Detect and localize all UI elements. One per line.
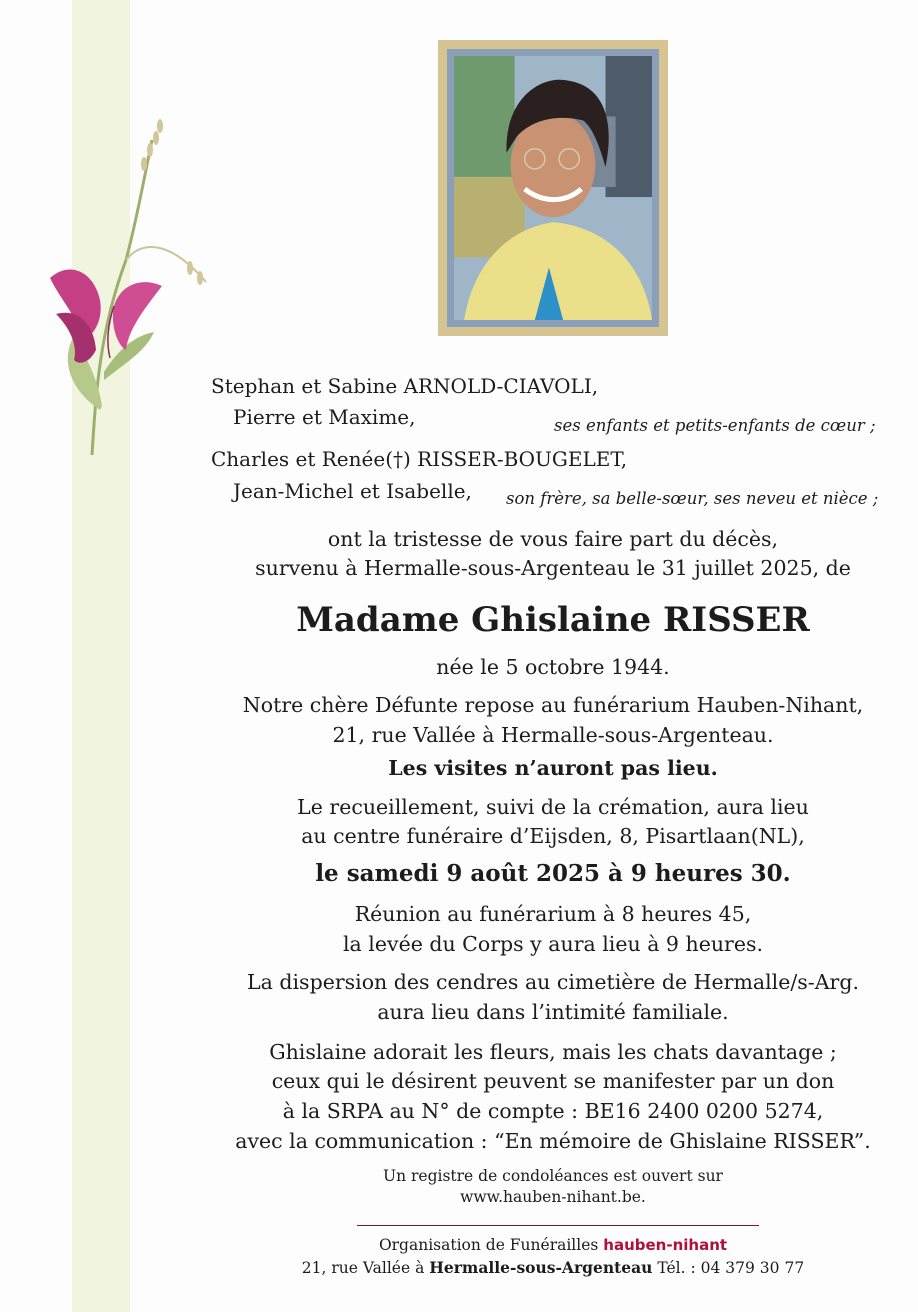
register-url[interactable]: www.hauben-nihant.be. [460,1188,646,1206]
ceremony-line-2: au centre funéraire d’Eijsden, 8, Pisartlaan(NL), [301,824,805,848]
family-line-3: Charles et Renée(†) RISSER-BOUGELET, [211,447,628,471]
donation-line-1: Ghislaine adorait les fleurs, mais les chats davantage ; [269,1040,837,1064]
footer-divider [357,1225,759,1226]
donation-line-4: avec la communication : “En mémoire de Ghislaine RISSER”. [235,1129,871,1153]
portrait-photo [454,56,652,320]
ashes-line-2: aura lieu dans l’intimité familiale. [377,1000,729,1024]
calla-lily-icon [30,110,220,480]
ceremony-date: le samedi 9 août 2025 à 9 heures 30. [315,860,791,887]
footer-org-label: Organisation de Funérailles [378,1236,599,1254]
announcement-line-2: survenu à Hermalle-sous-Argenteau le 31 juillet 2025, de [255,556,851,580]
rest-line-1: Notre chère Défunte repose au funérarium Hauben-Nihant, [242,693,864,717]
portrait-frame [438,40,668,336]
visits-notice: Les visites n’auront pas lieu. [388,756,718,780]
family-role-2: son frère, sa belle-sœur, ses neveu et nièce ; [506,489,879,508]
footer-address-prefix: 21, rue Vallée à [301,1259,425,1277]
ceremony-line-1: Le recueillement, suivi de la crémation, aura lieu [297,795,809,819]
family-line-2: Pierre et Maxime, [233,405,416,429]
register-line-1: Un registre de condoléances est ouvert sur [383,1167,723,1185]
ashes-line-1: La dispersion des cendres au cimetière de Hermalle/s-Arg. [247,970,859,994]
gathering-line-2: la levée du Corps y aura lieu à 9 heures. [343,932,763,956]
gathering-line-1: Réunion au funérarium à 8 heures 45, [354,902,752,926]
donation-line-3: à la SRPA au N° de compte : BE16 2400 0200 5274, [282,1099,824,1123]
footer-phone: Tél. : 04 379 30 77 [657,1259,805,1277]
family-line-1: Stephan et Sabine ARNOLD-CIAVOLI, [211,374,599,398]
deceased-name: Madame Ghislaine RISSER [296,600,810,640]
footer-address-town: Hermalle-sous-Argenteau [429,1258,653,1277]
family-role-1: ses enfants et petits-enfants de cœur ; [554,416,876,435]
birth-date: née le 5 octobre 1944. [436,655,670,679]
family-line-4: Jean-Michel et Isabelle, [233,479,472,503]
rest-line-2: 21, rue Vallée à Hermalle-sous-Argenteau. [332,723,774,747]
announcement-line-1: ont la tristesse de vous faire part du décès, [327,527,779,551]
brand-logo: hauben-nihant [603,1236,728,1254]
donation-line-2: ceux qui le désirent peuvent se manifester par un don [271,1069,835,1093]
footer-organisation [200,1236,906,1254]
footer-address [200,1258,906,1277]
